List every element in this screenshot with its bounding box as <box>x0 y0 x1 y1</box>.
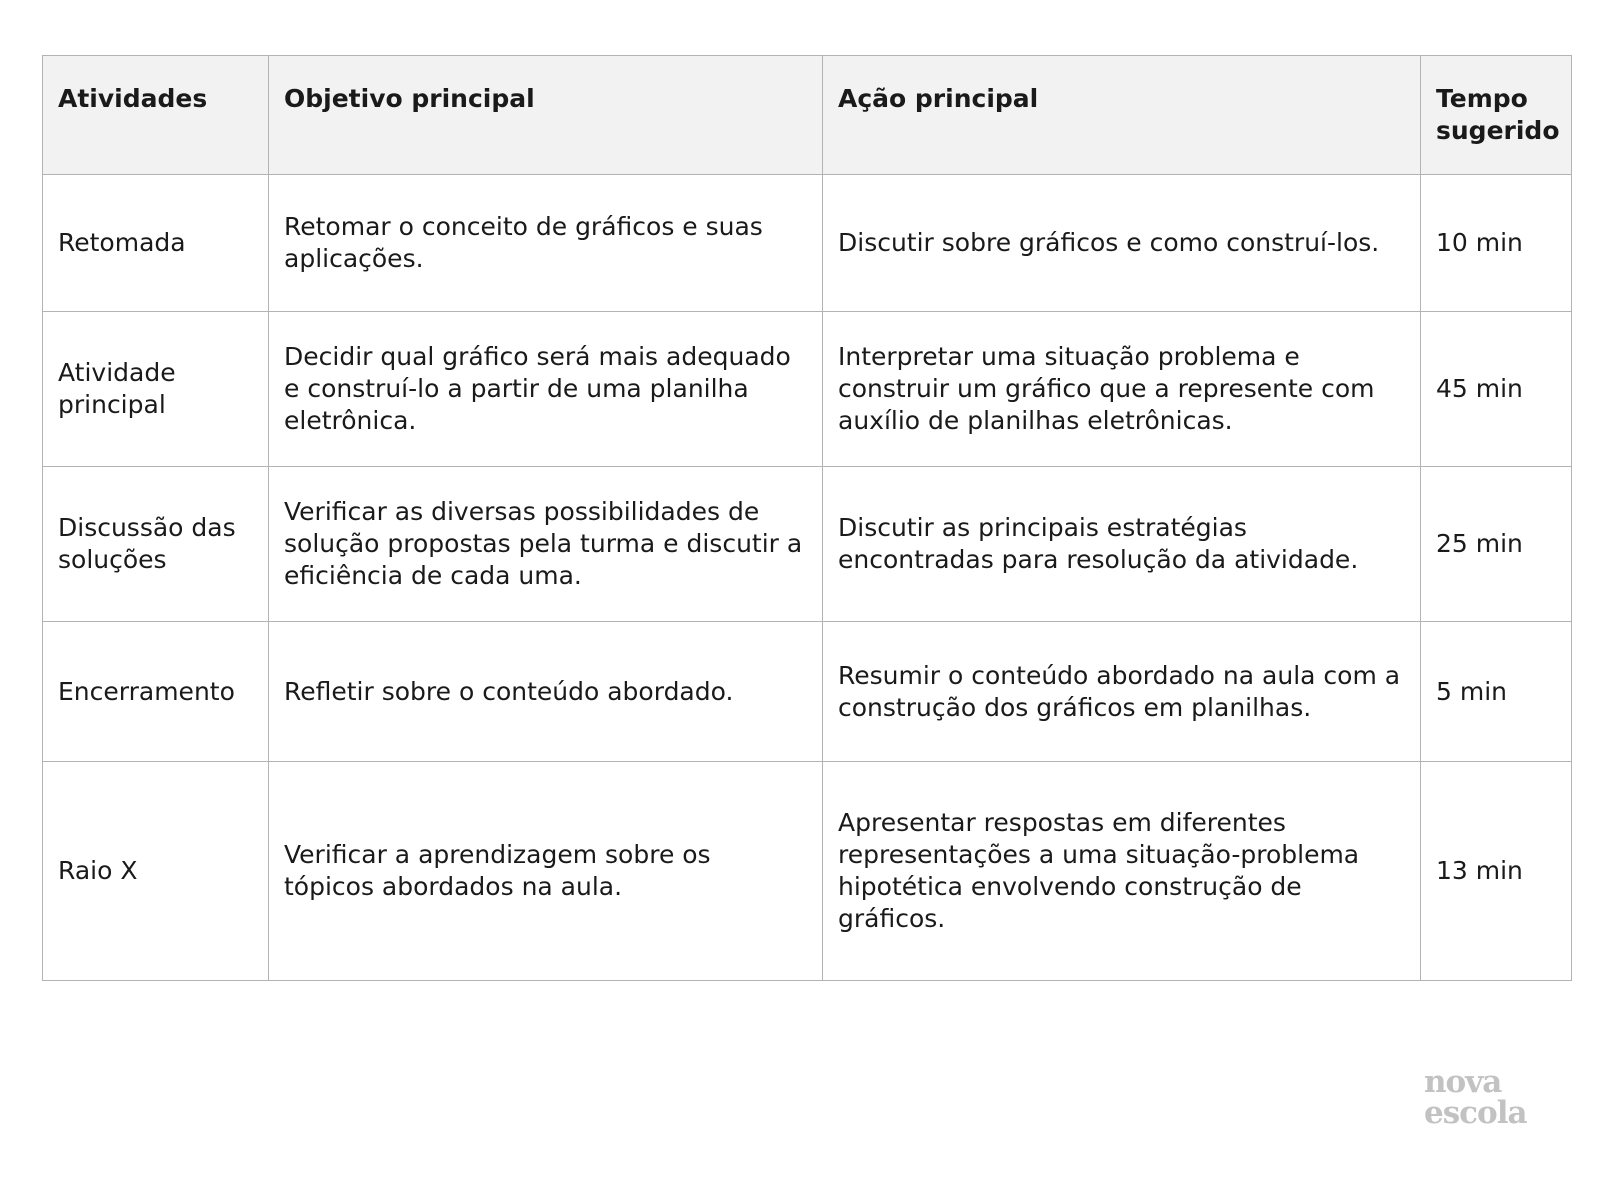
cell-acao: Discutir as principais estratégias encontradas para resolução da atividade. <box>823 467 1421 622</box>
cell-acao: Discutir sobre gráficos e como construí-los. <box>823 175 1421 312</box>
cell-acao: Interpretar uma situação problema e construir um gráfico que a represente com auxílio de planilhas eletrônicas. <box>823 312 1421 467</box>
cell-objetivo: Retomar o conceito de gráficos e suas aplicações. <box>269 175 823 312</box>
header-acao: Ação principal <box>823 56 1421 175</box>
table-row <box>43 312 1572 467</box>
cell-atividade: Raio X <box>43 762 269 981</box>
header-objetivo: Objetivo principal <box>269 56 823 175</box>
cell-tempo: 45 min <box>1421 312 1572 467</box>
table-header-row <box>43 56 1572 175</box>
cell-tempo: 13 min <box>1421 762 1572 981</box>
cell-acao: Apresentar respostas em diferentes representações a uma situação-problema hipotética envolvendo construção de gráficos. <box>823 762 1421 981</box>
table-row <box>43 622 1572 762</box>
header-atividades: Atividades <box>43 56 269 175</box>
table-row <box>43 175 1572 312</box>
cell-tempo: 25 min <box>1421 467 1572 622</box>
header-tempo: Tempo sugerido <box>1421 56 1572 175</box>
table-row <box>43 762 1572 981</box>
nova-escola-logo <box>1424 1064 1544 1131</box>
cell-objetivo: Verificar as diversas possibilidades de solução propostas pela turma e discutir a eficiência de cada uma. <box>269 467 823 622</box>
cell-atividade: Discussão das soluções <box>43 467 269 622</box>
lesson-plan-table <box>42 55 1572 981</box>
cell-atividade: Atividade principal <box>43 312 269 467</box>
cell-objetivo: Decidir qual gráfico será mais adequado e construí-lo a partir de uma planilha eletrônica. <box>269 312 823 467</box>
cell-atividade: Retomada <box>43 175 269 312</box>
cell-tempo: 10 min <box>1421 175 1572 312</box>
cell-objetivo: Refletir sobre o conteúdo abordado. <box>269 622 823 762</box>
cell-tempo: 5 min <box>1421 622 1572 762</box>
table-row <box>43 467 1572 622</box>
cell-atividade: Encerramento <box>43 622 269 762</box>
logo-line-nova: nova <box>1424 1064 1502 1100</box>
logo-line-escola: escola <box>1424 1095 1527 1131</box>
cell-acao: Resumir o conteúdo abordado na aula com a construção dos gráficos em planilhas. <box>823 622 1421 762</box>
cell-objetivo: Verificar a aprendizagem sobre os tópicos abordados na aula. <box>269 762 823 981</box>
